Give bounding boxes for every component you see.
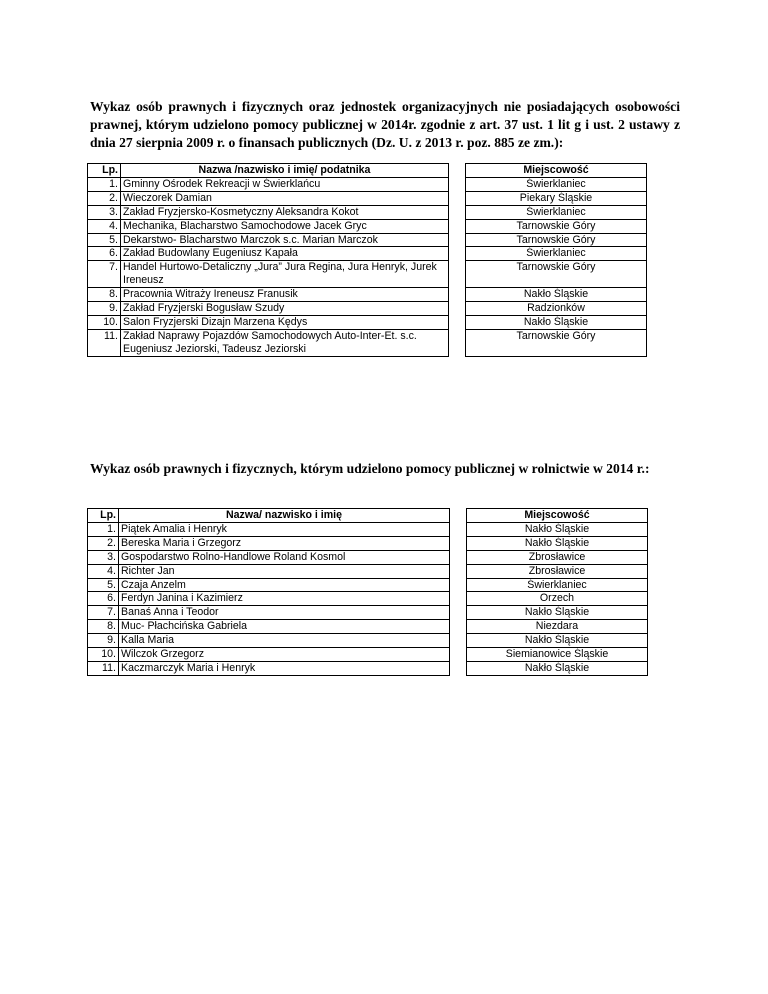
row-lp: 6.: [88, 592, 119, 606]
row-name: Kaczmarczyk Maria i Henryk: [119, 661, 450, 675]
row-lp: 7.: [88, 261, 121, 288]
row-name: Banaś Anna i Teodor: [119, 606, 450, 620]
row-city: Nakło Śląskie: [467, 536, 648, 550]
table-row: [88, 191, 647, 205]
row-name: Zakład Budowlany Eugeniusz Kapała: [121, 247, 449, 261]
column-header-name: Nazwa /nazwisko i imię/ podatnika: [121, 164, 449, 178]
row-city: Tarnowskie Góry: [466, 219, 647, 233]
section1-heading: Wykaz osób prawnych i fizycznych oraz jednostek organizacyjnych nie posiadających osobowości prawnej, którym udzielono pomocy publicznej w 2014r. zgodnie z art. 37 ust. 1 lit g i ust. 2 ustawy z dnia 27 sierpnia 2009 r. o finansach publicznych (Dz. U. z 2013 r. poz. 885 ze zm.):: [90, 99, 680, 150]
row-city: Radzionków: [466, 302, 647, 316]
row-city: Orzech: [467, 592, 648, 606]
row-name: Gospodarstwo Rolno-Handlowe Roland Kosmol: [119, 550, 450, 564]
table-row: [88, 288, 647, 302]
table-row: [88, 661, 648, 675]
row-city: Nakło Śląskie: [466, 288, 647, 302]
row-city: Tarnowskie Góry: [466, 329, 647, 356]
table-row: [88, 302, 647, 316]
row-lp: 10.: [88, 648, 119, 662]
row-name: Kalla Maria: [119, 634, 450, 648]
row-lp: 4.: [88, 219, 121, 233]
table-row: [88, 205, 647, 219]
table-row: [88, 620, 648, 634]
row-lp: 8.: [88, 620, 119, 634]
row-city: Świerklaniec: [466, 205, 647, 219]
table-row: [88, 578, 648, 592]
row-city: Tarnowskie Góry: [466, 261, 647, 288]
row-lp: 2.: [88, 191, 121, 205]
row-name: Dekarstwo- Blacharstwo Marczok s.c. Marian Marczok: [121, 233, 449, 247]
table-header-row: [88, 164, 647, 178]
row-lp: 2.: [88, 536, 119, 550]
table-row: [88, 592, 648, 606]
row-city: Świerklaniec: [467, 578, 648, 592]
row-lp: 9.: [88, 302, 121, 316]
row-name: Zakład Naprawy Pojazdów Samochodowych Auto-Inter-Et. s.c. Eugeniusz Jeziorski, Tadeusz Jeziorski: [121, 329, 449, 356]
businesses-aid-table: [87, 163, 647, 357]
row-city: Nakło Śląskie: [467, 634, 648, 648]
row-city: Nakło Śląskie: [466, 315, 647, 329]
row-lp: 11.: [88, 329, 121, 356]
row-name: Zakład Fryzjersko-Kosmetyczny Aleksandra Kokot: [121, 205, 449, 219]
row-name: Piątek Amalia i Henryk: [119, 522, 450, 536]
row-city: Świerklaniec: [466, 177, 647, 191]
table-row: [88, 550, 648, 564]
row-city: Nakło Śląskie: [467, 661, 648, 675]
row-city: Nakło Śląskie: [467, 522, 648, 536]
table-row: [88, 648, 648, 662]
table-row: [88, 315, 647, 329]
row-lp: 10.: [88, 315, 121, 329]
row-name: Bereska Maria i Grzegorz: [119, 536, 450, 550]
table-row: [88, 233, 647, 247]
row-city: Siemianowice Śląskie: [467, 648, 648, 662]
row-name: Salon Fryzjerski Dizajn Marzena Kędys: [121, 315, 449, 329]
row-lp: 1.: [88, 522, 119, 536]
table-row: [88, 634, 648, 648]
row-name: Pracownia Witraży Ireneusz Franusik: [121, 288, 449, 302]
row-name: Richter Jan: [119, 564, 450, 578]
table-row: [88, 329, 647, 356]
row-city: Zbrosławice: [467, 550, 648, 564]
row-lp: 3.: [88, 205, 121, 219]
row-lp: 5.: [88, 233, 121, 247]
row-lp: 11.: [88, 661, 119, 675]
section2-heading: Wykaz osób prawnych i fizycznych, którym udzielono pomocy publicznej w rolnictwie w 2014 r.:: [90, 461, 650, 476]
row-name: Wilczok Grzegorz: [119, 648, 450, 662]
row-name: Mechanika, Blacharstwo Samochodowe Jacek Gryc: [121, 219, 449, 233]
row-lp: 1.: [88, 177, 121, 191]
table-row: [88, 261, 647, 288]
table-row: [88, 522, 648, 536]
row-name: Muc- Płachcińska Gabriela: [119, 620, 450, 634]
row-lp: 5.: [88, 578, 119, 592]
table-row: [88, 247, 647, 261]
table-row: [88, 606, 648, 620]
table-row: [88, 219, 647, 233]
row-name: Zakład Fryzjerski Bogusław Szudy: [121, 302, 449, 316]
row-city: Świerklaniec: [466, 247, 647, 261]
row-name: Wieczorek Damian: [121, 191, 449, 205]
row-lp: 9.: [88, 634, 119, 648]
row-city: Piekary Śląskie: [466, 191, 647, 205]
row-city: Tarnowskie Góry: [466, 233, 647, 247]
row-lp: 8.: [88, 288, 121, 302]
row-name: Handel Hurtowo-Detaliczny „Jura” Jura Regina, Jura Henryk, Jurek Ireneusz: [121, 261, 449, 288]
row-city: Niezdara: [467, 620, 648, 634]
row-name: Czaja Anzelm: [119, 578, 450, 592]
table-row: [88, 564, 648, 578]
row-lp: 3.: [88, 550, 119, 564]
column-header-name: Nazwa/ nazwisko i imię: [119, 509, 450, 523]
row-name: Ferdyn Janina i Kazimierz: [119, 592, 450, 606]
row-lp: 6.: [88, 247, 121, 261]
row-city: Nakło Śląskie: [467, 606, 648, 620]
column-header-lp: Lp.: [88, 164, 121, 178]
column-header-city: Miejscowość: [466, 164, 647, 178]
table-row: [88, 177, 647, 191]
column-header-lp: Lp.: [88, 509, 119, 523]
agriculture-aid-table: [87, 508, 648, 676]
row-city: Zbrosławice: [467, 564, 648, 578]
row-lp: 7.: [88, 606, 119, 620]
table-row: [88, 536, 648, 550]
table-header-row: [88, 509, 648, 523]
column-header-city: Miejscowość: [467, 509, 648, 523]
row-name: Gminny Ośrodek Rekreacji w Świerklańcu: [121, 177, 449, 191]
row-lp: 4.: [88, 564, 119, 578]
